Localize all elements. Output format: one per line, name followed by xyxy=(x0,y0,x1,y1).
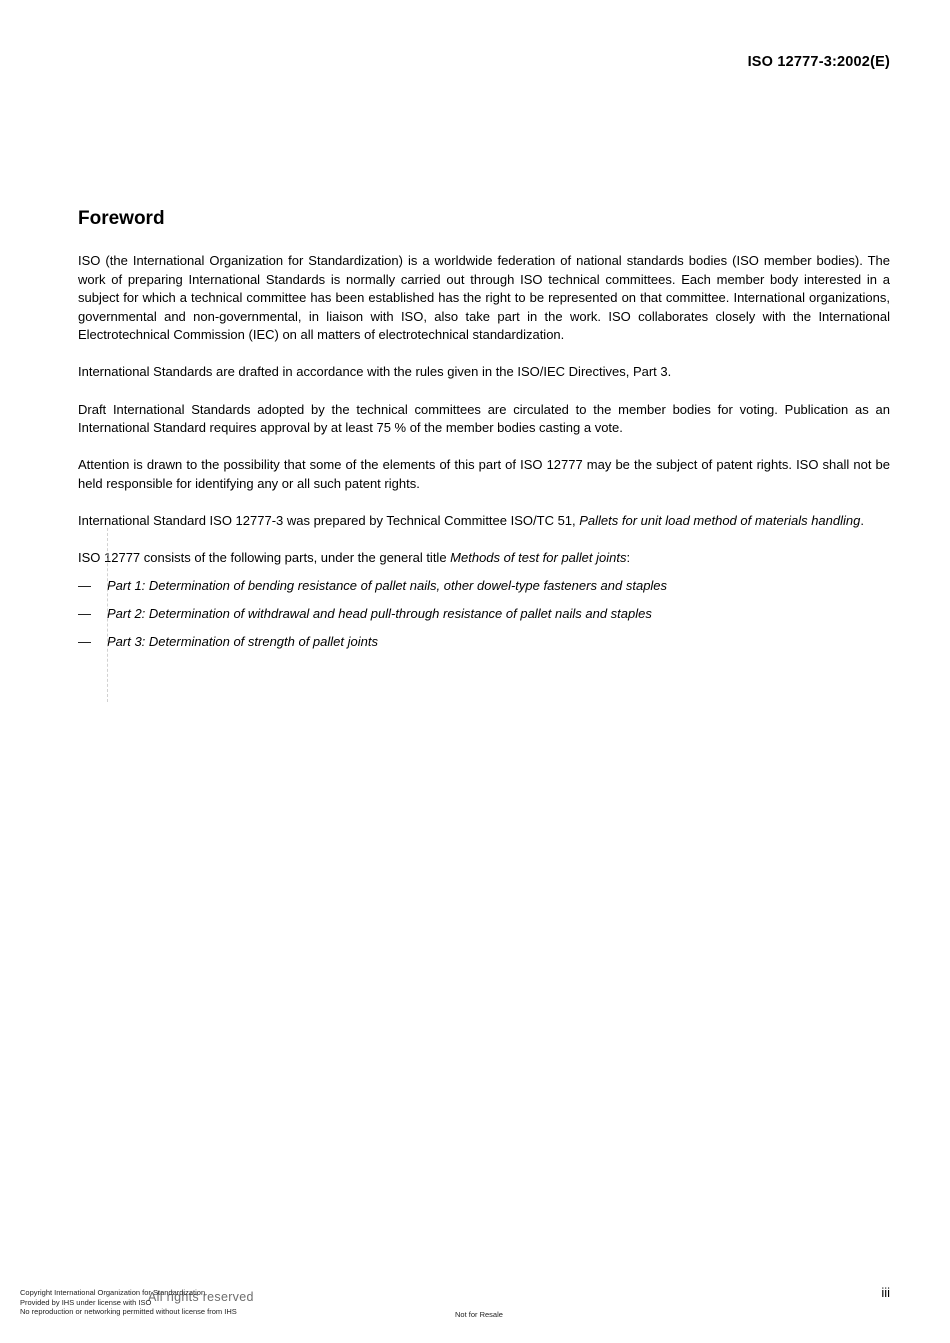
paragraph-voting: Draft International Standards adopted by the technical committees are circulated to the member bodies for voting. Publication as an International Standard requires approval by at least 75 % of the member bodies casting a vote. xyxy=(78,401,890,436)
ihs-copyright-stamp xyxy=(20,1288,237,1317)
em-dash: — xyxy=(78,634,91,650)
committee-text-plain: International Standard ISO 12777-3 was prepared by Technical Committee ISO/TC 51, xyxy=(78,512,580,528)
paragraph-iso-intro: ISO (the International Organization for Standardization) is a worldwide federation of national standards bodies (ISO member bodies). The work of preparing International Standards is normally carried out through ISO technical committees. Each member body interested in a subject for which a technical committee has been established has the right to be represented on that committee. International organizations, governmental and non-governmental, in liaison with ISO, also take part in the work. ISO collaborates closely with the International Electrotechnical Commission (IEC) on all matters of electrotechnical standardization. xyxy=(78,253,890,343)
parts-intro-plain: ISO 12777 consists of the following parts, under the general title xyxy=(78,550,451,566)
em-dash: — xyxy=(78,578,91,594)
not-for-resale-text: Not for Resale xyxy=(455,1310,503,1319)
paragraph-committee xyxy=(78,512,890,531)
paragraph-parts-intro xyxy=(78,549,890,568)
part-2-title: Part 2: Determination of withdrawal and head pull-through resistance of pallet nails and staples xyxy=(107,606,652,622)
list-item-part-1 xyxy=(78,577,890,596)
parts-general-title-italic: Methods of test for pallet joints xyxy=(450,550,627,566)
part-3-title: Part 3: Determination of strength of pallet joints xyxy=(107,634,378,650)
ihs-copyright-line-2: Provided by IHS under license with ISO xyxy=(20,1297,152,1307)
scan-artifact-dotted-line xyxy=(107,528,108,702)
paragraph-directives: International Standards are drafted in accordance with the rules given in the ISO/IEC Directives, Part 3. xyxy=(78,364,672,380)
part-1-title: Part 1: Determination of bending resistance of pallet nails, other dowel-type fasteners and staples xyxy=(107,578,668,594)
ihs-copyright-line-3: No reproduction or networking permitted without license from IHS xyxy=(20,1307,237,1316)
list-item-part-3 xyxy=(78,633,890,652)
page-number: iii xyxy=(881,1285,890,1300)
list-item-part-2 xyxy=(78,605,890,624)
committee-text-end: . xyxy=(860,512,864,528)
page-title: Foreword xyxy=(78,208,165,229)
page-content xyxy=(78,208,890,652)
ihs-copyright-line-1: Copyright International Organization for Standardization xyxy=(20,1288,206,1297)
paragraph-patent-rights: Attention is drawn to the possibility that some of the elements of this part of ISO 12777 may be the subject of patent rights. ISO shall not be held responsible for identifying any or all such patent rights. xyxy=(78,457,890,491)
rights-reserved-text: All rights reserved xyxy=(148,1290,254,1304)
committee-title-italic: Pallets for unit load method of materials handling xyxy=(579,512,861,528)
em-dash: — xyxy=(78,606,91,622)
parts-intro-end: : xyxy=(626,550,631,566)
document-reference-header: ISO 12777-3:2002(E) xyxy=(747,54,890,70)
